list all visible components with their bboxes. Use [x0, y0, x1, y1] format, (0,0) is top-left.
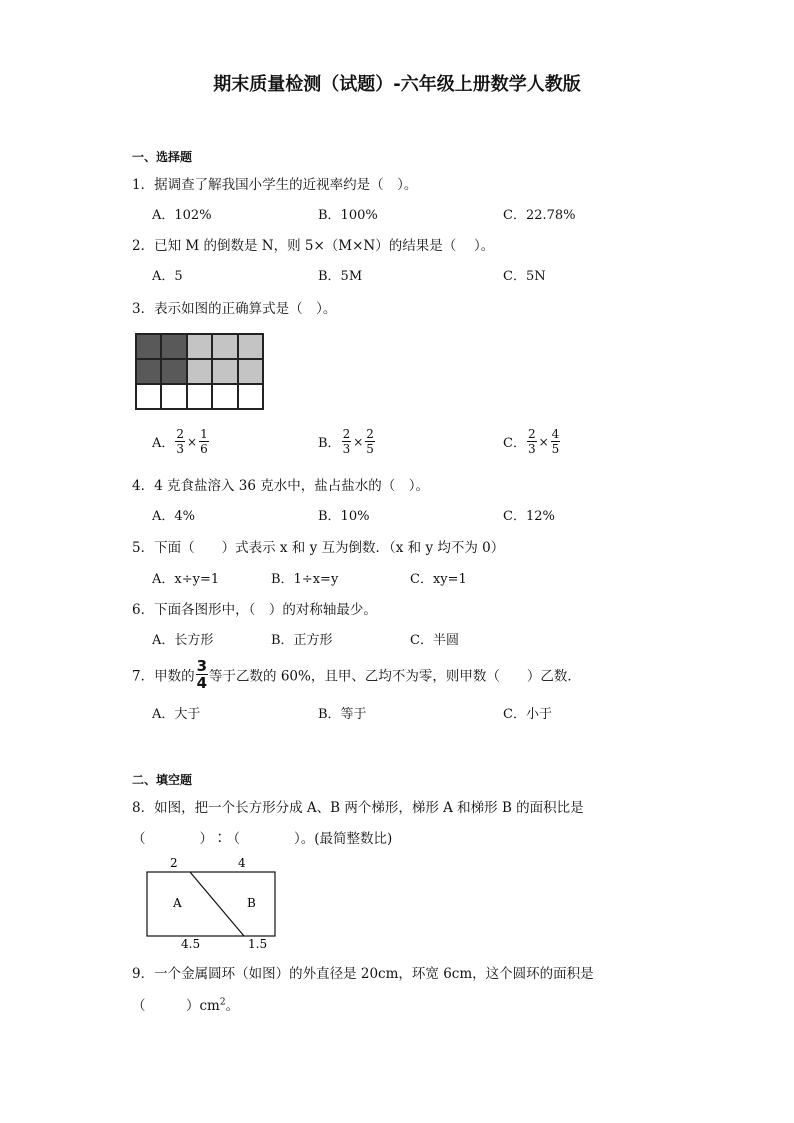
numerator: 2 [176, 427, 185, 441]
numerator: 3 [196, 657, 208, 675]
fraction [365, 427, 375, 456]
label-top-left: 2 [170, 856, 178, 870]
fraction [175, 427, 185, 456]
question-9-line-2-prefix: （ ）cm [132, 998, 220, 1014]
denominator: 5 [551, 442, 560, 456]
question-2-text: 2．已知 M 的倒数是 N，则 5×（M×N）的结果是（ ）。 [132, 238, 495, 254]
section-heading-choice: 一、选择题 [132, 150, 193, 164]
section-heading-fill: 二、填空题 [132, 773, 193, 787]
grid-cell-white [161, 384, 186, 409]
fraction [527, 427, 537, 456]
question-4-option-b: B．10% [318, 509, 370, 524]
grid-cell-light [238, 359, 263, 384]
question-5-option-b: B．1÷x=y [271, 572, 339, 587]
option-a-prefix: A． [152, 436, 175, 451]
times-sign: × [187, 434, 198, 449]
fraction [342, 427, 352, 456]
question-7-text [132, 658, 581, 691]
question-2-option-b: B．5M [318, 269, 363, 284]
question-4-option-a: A．4% [152, 509, 196, 524]
question-7-text-before: 7．甲数的 [132, 668, 195, 685]
question-3-text: 3．表示如图的正确算式是（ ）。 [132, 301, 337, 317]
label-region-a: A [173, 896, 182, 910]
grid-cell-dark [136, 359, 161, 384]
denominator: 3 [527, 442, 536, 456]
label-bottom-right: 1.5 [248, 937, 268, 951]
question-3-option-b [318, 427, 376, 456]
grid-cell-dark [161, 359, 186, 384]
times-sign: × [353, 434, 364, 449]
question-1-option-a: A．102% [152, 208, 212, 223]
option-b-prefix: B． [318, 436, 341, 451]
question-5-text: 5．下面（ ）式表示 x 和 y 互为倒数．（x 和 y 均不为 0） [132, 540, 505, 556]
question-1-option-b: B．100% [318, 208, 378, 223]
numerator: 1 [200, 427, 208, 441]
question-8-line-2: （ ）∶（ ）。(最简整数比) [132, 831, 393, 847]
trapezoid-diagram [140, 852, 290, 952]
question-4-option-c: C．12% [503, 509, 555, 524]
question-7-option-c: C．小于 [503, 707, 552, 722]
grid-cell-light [187, 334, 212, 359]
dividing-line [190, 872, 244, 936]
question-3-option-c [503, 427, 561, 456]
question-7-option-b: B．等于 [318, 707, 367, 722]
question-7-option-a: A．大于 [152, 707, 201, 722]
question-5-option-a: A．x÷y=1 [152, 572, 220, 587]
numerator: 2 [342, 427, 351, 441]
grid-cell-light [212, 334, 237, 359]
page-title: 期末质量检测（试题）-六年级上册数学人教版 [213, 74, 581, 95]
denominator: 4 [196, 674, 208, 692]
question-2-option-c: C．5N [503, 269, 546, 284]
label-bottom-left: 4.5 [181, 937, 201, 951]
grid-cell-white [238, 384, 263, 409]
question-1-text: 1．据调查了解我国小学生的近视率约是（ ）。 [132, 177, 418, 193]
question-9-line-2 [132, 994, 239, 1014]
grid-cell-dark [136, 334, 161, 359]
question-6-text: 6．下面各图形中，（ ）的对称轴最少。 [132, 602, 377, 618]
question-9-line-1: 9．一个金属圆环（如图）的外直径是 20cm，环宽 6cm，这个圆环的面积是 [132, 966, 594, 982]
denominator: 5 [366, 442, 374, 456]
question-3-option-a [152, 427, 210, 456]
grid-cell-light [212, 359, 237, 384]
numerator: 4 [551, 427, 560, 441]
question-6-option-b: B．正方形 [271, 633, 333, 648]
question-1-option-c: C．22.78% [503, 208, 576, 223]
question-6-option-a: A．长方形 [152, 633, 214, 648]
grid-cell-white [136, 384, 161, 409]
fraction [196, 658, 208, 691]
fraction [199, 427, 209, 456]
grid-cell-light [187, 359, 212, 384]
denominator: 6 [200, 442, 208, 456]
label-region-b: B [247, 896, 256, 910]
question-7-text-after: 等于乙数的 60%，且甲、乙均不为零，则甲数（ ）乙数． [209, 668, 581, 685]
numerator: 2 [527, 427, 536, 441]
denominator: 3 [176, 442, 185, 456]
question-4-text: 4．4 克食盐溶入 36 克水中，盐占盐水的（ ）。 [132, 478, 429, 494]
grid-cell-light [238, 334, 263, 359]
grid-cell-white [212, 384, 237, 409]
squared-superscript: 2 [219, 997, 226, 1008]
question-5-option-c: C．xy=1 [410, 572, 467, 587]
fraction [551, 427, 561, 456]
times-sign: × [538, 434, 549, 449]
grid-cell-dark [161, 334, 186, 359]
option-c-prefix: C． [503, 436, 526, 451]
denominator: 3 [342, 442, 351, 456]
numerator: 2 [366, 427, 374, 441]
label-top-right: 4 [238, 856, 246, 870]
question-6-option-c: C．半圆 [410, 633, 459, 648]
question-8-line-1: 8．如图，把一个长方形分成 A、B 两个梯形，梯形 A 和梯形 B 的面积比是 [132, 800, 584, 816]
fraction-grid-figure [135, 333, 264, 410]
question-2-option-a: A．5 [152, 269, 183, 284]
question-9-line-2-suffix: 。 [225, 998, 240, 1014]
grid-cell-white [187, 384, 212, 409]
